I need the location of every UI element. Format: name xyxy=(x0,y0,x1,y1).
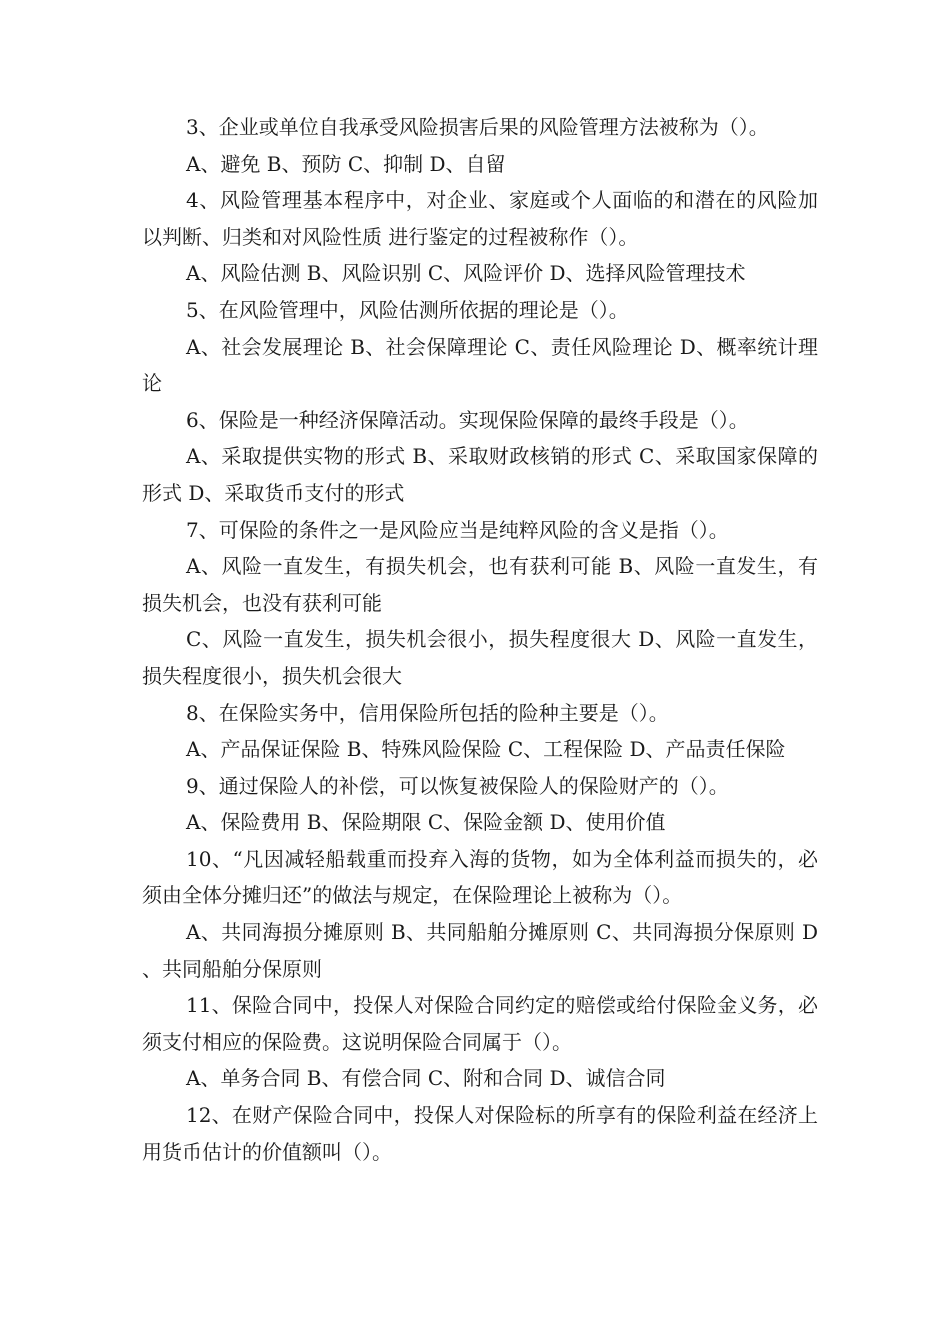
question-3: 3、企业或单位自我承受风险损害后果的风险管理方法被称为（）。 xyxy=(186,115,769,139)
question-10: 10、“凡因减轻船载重而投弃入海的货物，如为全体利益而损失的，必须由全体分摊归还”的做法与规定，在保险理论上被称为（）。 xyxy=(142,846,818,908)
options-8: A、产品保证保险 B、特殊风险保险 C、工程保险 D、产品责任保险 xyxy=(186,737,786,762)
options-5: A、社会发展理论 B、社会保障理论 C、责任风险理论 D、概率统计理论 xyxy=(142,334,818,396)
options-6: A、采取提供实物的形式 B、采取财政核销的形式 C、采取国家保障的形式 D、采取货币支付的形式 xyxy=(142,444,818,505)
question-12: 12、在财产保险合同中，投保人对保险标的所享有的保险利益在经济上用货币估计的价值额叫（）。 xyxy=(142,1103,818,1164)
options-7-cd: C、风险一直发生，损失机会很小，损失程度很大 D、风险一直发生，损失程度很小，损失机会很大 xyxy=(142,627,818,688)
question-4: 4、风险管理基本程序中，对企业、家庭或个人面临的和潜在的风险加以判断、归类和对风险性质 进行鉴定的过程被称作（）。 xyxy=(142,188,818,249)
options-7-ab: A、风险一直发生，有损失机会，也有获利可能 B、风险一直发生，有损失机会，也没有获利可能 xyxy=(142,554,818,615)
options-3: A、避免 B、预防 C、抑制 D、自留 xyxy=(186,151,506,176)
document-body xyxy=(142,109,818,1170)
question-11: 11、保险合同中，投保人对保险合同约定的赔偿或给付保险金义务，必须支付相应的保险费。这说明保险合同属于（）。 xyxy=(142,993,818,1054)
question-9: 9、通过保险人的补偿，可以恢复被保险人的保险财产的（）。 xyxy=(186,773,729,798)
question-8: 8、在保险实务中，信用保险所包括的险种主要是（）。 xyxy=(186,700,669,725)
options-4: A、风险估测 B、风险识别 C、风险评价 D、选择风险管理技术 xyxy=(186,261,746,286)
options-11: A、单务合同 B、有偿合同 C、附和合同 D、诚信合同 xyxy=(186,1066,666,1091)
options-9: A、保险费用 B、保险期限 C、保险金额 D、使用价值 xyxy=(186,810,666,835)
question-7: 7、可保险的条件之一是风险应当是纯粹风险的含义是指（）。 xyxy=(186,517,729,542)
question-6: 6、保险是一种经济保障活动。实现保险保障的最终手段是（）。 xyxy=(186,407,749,432)
question-5: 5、在风险管理中，风险估测所依据的理论是（）。 xyxy=(186,297,629,322)
options-10: A、共同海损分摊原则 B、共同船舶分摊原则 C、共同海损分保原则 D、共同船舶分保原则 xyxy=(142,920,818,981)
